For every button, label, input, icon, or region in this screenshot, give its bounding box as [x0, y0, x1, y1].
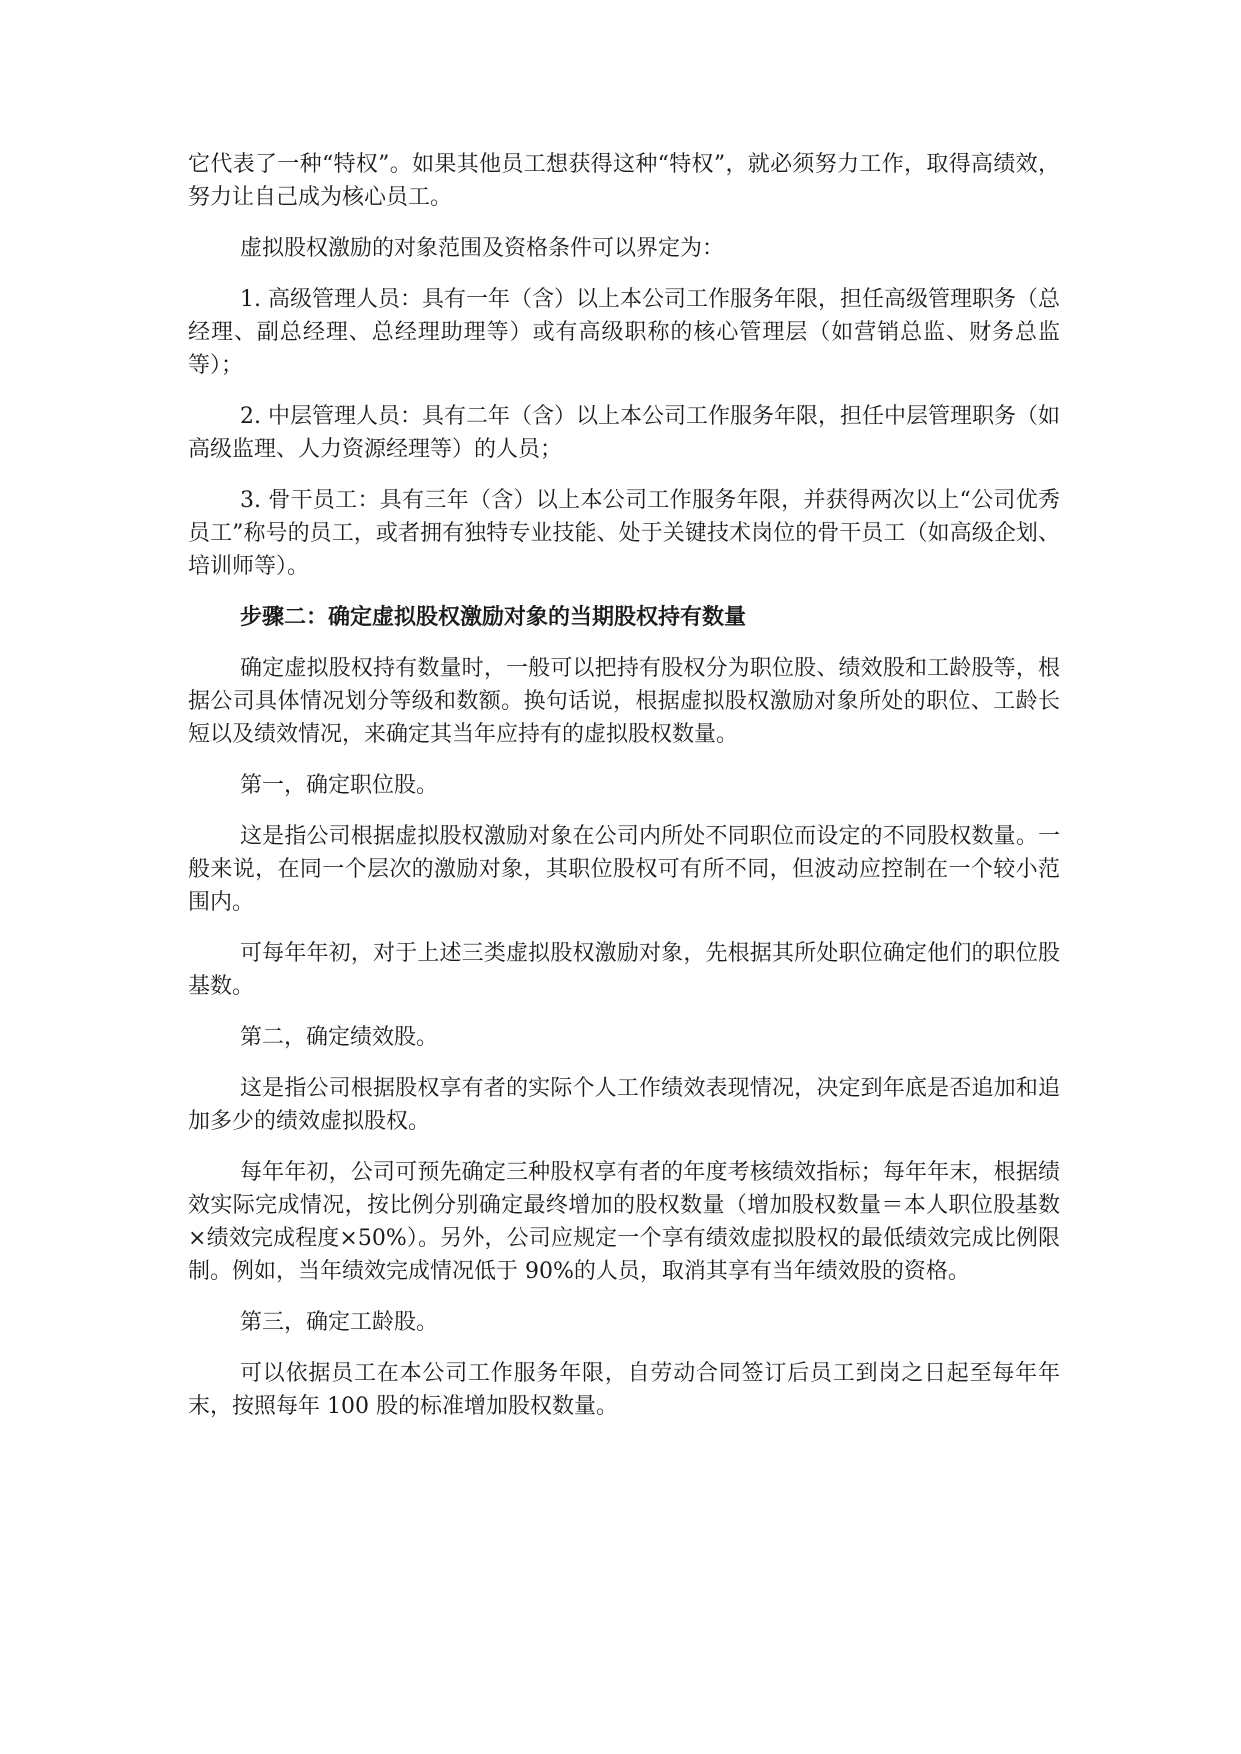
paragraph: 可每年年初，对于上述三类虚拟股权激励对象，先根据其所处职位确定他们的职位股基数。: [188, 941, 1060, 999]
list-item: 3. 骨干员工：具有三年（含）以上本公司工作服务年限，并获得两次以上“公司优秀员工”称号的员工，或者拥有独特专业技能、处于关键技术岗位的骨干员工（如高级企划、培训师等）。: [188, 488, 1061, 579]
section-heading: 步骤二：确定虚拟股权激励对象的当期股权持有数量: [240, 604, 747, 630]
sub-heading: 第二，确定绩效股。: [240, 1025, 439, 1050]
sub-heading: 第三，确定工龄股。: [240, 1310, 439, 1335]
paragraph: 每年年初，公司可预先确定三种股权享有者的年度考核绩效指标；每年年末，根据绩效实际完成情况，按比例分别确定最终增加的股权数量（增加股权数量＝本人职位股基数×绩效完成程度×50%）。另外，公司应规定一个享有绩效虚拟股权的最低绩效完成比例限制。例如，当年绩效完成情况低于 90%的人员，取消其享有当年绩效股的资格。: [188, 1160, 1060, 1284]
paragraph: 这是指公司根据股权享有者的实际个人工作绩效表现情况，决定到年底是否追加和追加多少的绩效虚拟股权。: [188, 1076, 1060, 1134]
sub-heading: 第一，确定职位股。: [240, 773, 439, 798]
paragraph: 可以依据员工在本公司工作服务年限，自劳动合同签订后员工到岗之日起至每年年末，按照每年 100 股的标准增加股权数量。: [188, 1361, 1060, 1419]
document-body: [188, 148, 1060, 1441]
list-item: 2. 中层管理人员：具有二年（含）以上本公司工作服务年限，担任中层管理职务（如高级监理、人力资源经理等）的人员；: [188, 404, 1060, 462]
paragraph: 虚拟股权激励的对象范围及资格条件可以界定为：: [240, 236, 725, 261]
paragraph: 这是指公司根据虚拟股权激励对象在公司内所处不同职位而设定的不同股权数量。一般来说，在同一个层次的激励对象，其职位股权可有所不同，但波动应控制在一个较小范围内。: [188, 824, 1060, 915]
paragraph: 确定虚拟股权持有数量时，一般可以把持有股权分为职位股、绩效股和工龄股等，根据公司具体情况划分等级和数额。换句话说，根据虚拟股权激励对象所处的职位、工龄长短以及绩效情况，来确定其当年应持有的虚拟股权数量。: [188, 656, 1060, 747]
list-item: 1. 高级管理人员：具有一年（含）以上本公司工作服务年限，担任高级管理职务（总经理、副总经理、总经理助理等）或有高级职称的核心管理层（如营销总监、财务总监等）；: [188, 287, 1060, 378]
paragraph: 它代表了一种“特权”。如果其他员工想获得这种“特权”，就必须努力工作，取得高绩效，努力让自己成为核心员工。: [188, 152, 1060, 210]
